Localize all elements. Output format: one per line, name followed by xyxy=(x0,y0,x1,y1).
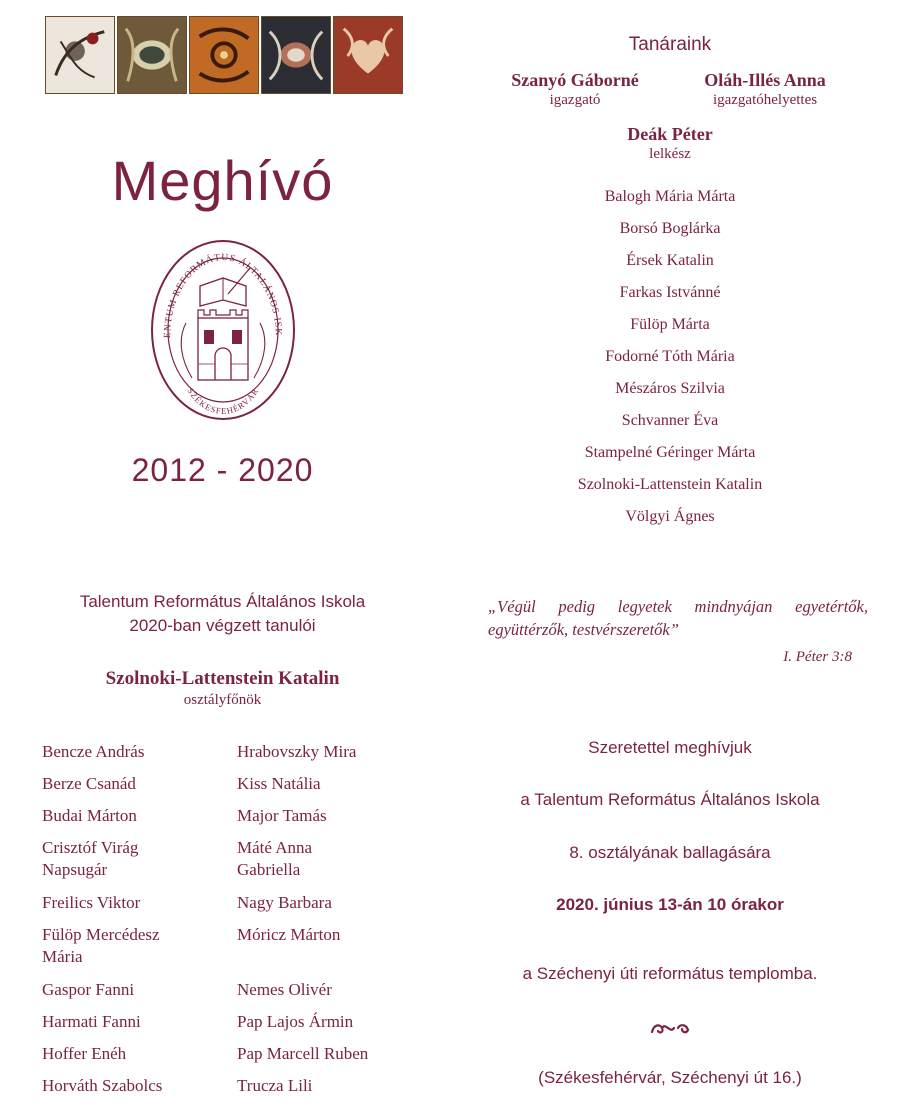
student-name: Pap Marcell Ruben xyxy=(237,1044,369,1063)
student-name: Nagy Barbara xyxy=(237,893,332,912)
teacher-name: Érsek Katalin xyxy=(626,252,714,269)
tile-heart-image xyxy=(333,16,403,94)
flourish-ornament-icon xyxy=(620,1018,720,1038)
years-range: 2012 - 2020 xyxy=(131,452,314,488)
invitation-address: (Székesfehérvár, Széchenyi út 16.) xyxy=(538,1068,802,1087)
student-name: Budai Márton xyxy=(42,806,137,825)
invitation-date: 2020. június 13-án 10 órakor xyxy=(556,895,784,914)
svg-text:SZÉKESFEHÉRVÁR xyxy=(185,386,260,416)
leader-name: Deák Péter xyxy=(627,124,713,144)
graduating-class-heading xyxy=(0,590,445,638)
student-name: Crisztóf Virág Napsugár xyxy=(42,838,139,879)
leader-name: Oláh-Illés Anna xyxy=(704,70,826,90)
seal-ring-text-top: ENTUM REFORMÁTUS ÁLTALÁNOS ISK xyxy=(162,252,284,339)
tile-medallion-image xyxy=(261,16,331,94)
leader-principal xyxy=(475,70,675,109)
teacher-name: Mészáros Szilvia xyxy=(615,380,725,397)
student-name: Bencze András xyxy=(42,742,145,761)
decorative-tiles xyxy=(45,16,405,94)
quote-reference: I. Péter 3:8 xyxy=(783,649,852,665)
student-name: Hrabovszky Mira xyxy=(237,742,357,761)
student-name: Harmati Fanni xyxy=(42,1012,141,1031)
student-name: Fülöp Mercédesz Mária xyxy=(42,925,160,966)
teacher-name: Balogh Mária Márta xyxy=(604,188,736,205)
form-teacher-name: Szolnoki-Lattenstein Katalin xyxy=(105,668,340,689)
teacher-name: Völgyi Ágnes xyxy=(625,508,715,525)
invitation-line: a Talentum Református Általános Iskola xyxy=(520,790,820,809)
teacher-name: Borsó Boglárka xyxy=(619,220,721,237)
tile-ornament-image xyxy=(189,16,259,94)
leader-name: Szanyó Gáborné xyxy=(511,70,639,90)
leader-deputy xyxy=(665,70,865,109)
student-name: Trucza Lili xyxy=(237,1076,313,1095)
teacher-name: Fodorné Tóth Mária xyxy=(605,348,735,365)
bible-quote: „Végül pedig legyetek mindnyájan egyetértők, együttérzők, testvérszeretők” xyxy=(488,597,868,639)
leader-pastor xyxy=(570,124,770,163)
student-name: Kiss Natália xyxy=(237,774,321,793)
invitation-line: 8. osztályának ballagására xyxy=(569,843,771,862)
student-name: Gaspor Fanni xyxy=(42,980,135,999)
teacher-name: Farkas Istvánné xyxy=(619,284,721,301)
invitation-line: Szeretettel meghívjuk xyxy=(588,738,752,757)
school-name-line: Talentum Református Általános Iskola xyxy=(79,592,366,611)
form-teacher-role: osztályfőnök xyxy=(183,692,262,708)
page-title: Meghívó xyxy=(111,149,334,212)
student-name: Horváth Szabolcs xyxy=(42,1076,163,1095)
teacher-name: Szolnoki-Lattenstein Katalin xyxy=(577,476,763,493)
student-name: Berze Csanád xyxy=(42,774,136,793)
teacher-name: Fülöp Márta xyxy=(630,316,710,333)
form-teacher xyxy=(0,668,445,709)
invitation-line: a Széchenyi úti református templomba. xyxy=(522,964,818,983)
teacher-name: Schvanner Éva xyxy=(621,412,719,429)
tile-floral-image xyxy=(45,16,115,94)
student-name: Máté Anna Gabriella xyxy=(237,838,313,879)
student-name: Freilics Viktor xyxy=(42,893,141,912)
student-name: Nemes Olivér xyxy=(237,980,332,999)
teachers-heading: Tanáraink xyxy=(628,34,712,55)
leader-role: igazgatóhelyettes xyxy=(712,92,818,108)
leader-role: lelkész xyxy=(649,146,691,162)
tile-shield-image xyxy=(117,16,187,94)
student-name: Móricz Márton xyxy=(237,925,341,944)
graduates-line: 2020-ban végzett tanulói xyxy=(129,616,316,635)
student-name: Pap Lajos Ármin xyxy=(237,1012,354,1031)
school-seal-logo xyxy=(148,238,298,423)
student-name: Hoffer Enéh xyxy=(42,1044,127,1063)
leader-role: igazgató xyxy=(549,92,601,108)
seal-ring-text-bottom: SZÉKESFEHÉRVÁR xyxy=(185,385,261,416)
student-name: Major Tamás xyxy=(237,806,327,825)
teacher-name: Stampelné Géringer Márta xyxy=(584,444,756,461)
